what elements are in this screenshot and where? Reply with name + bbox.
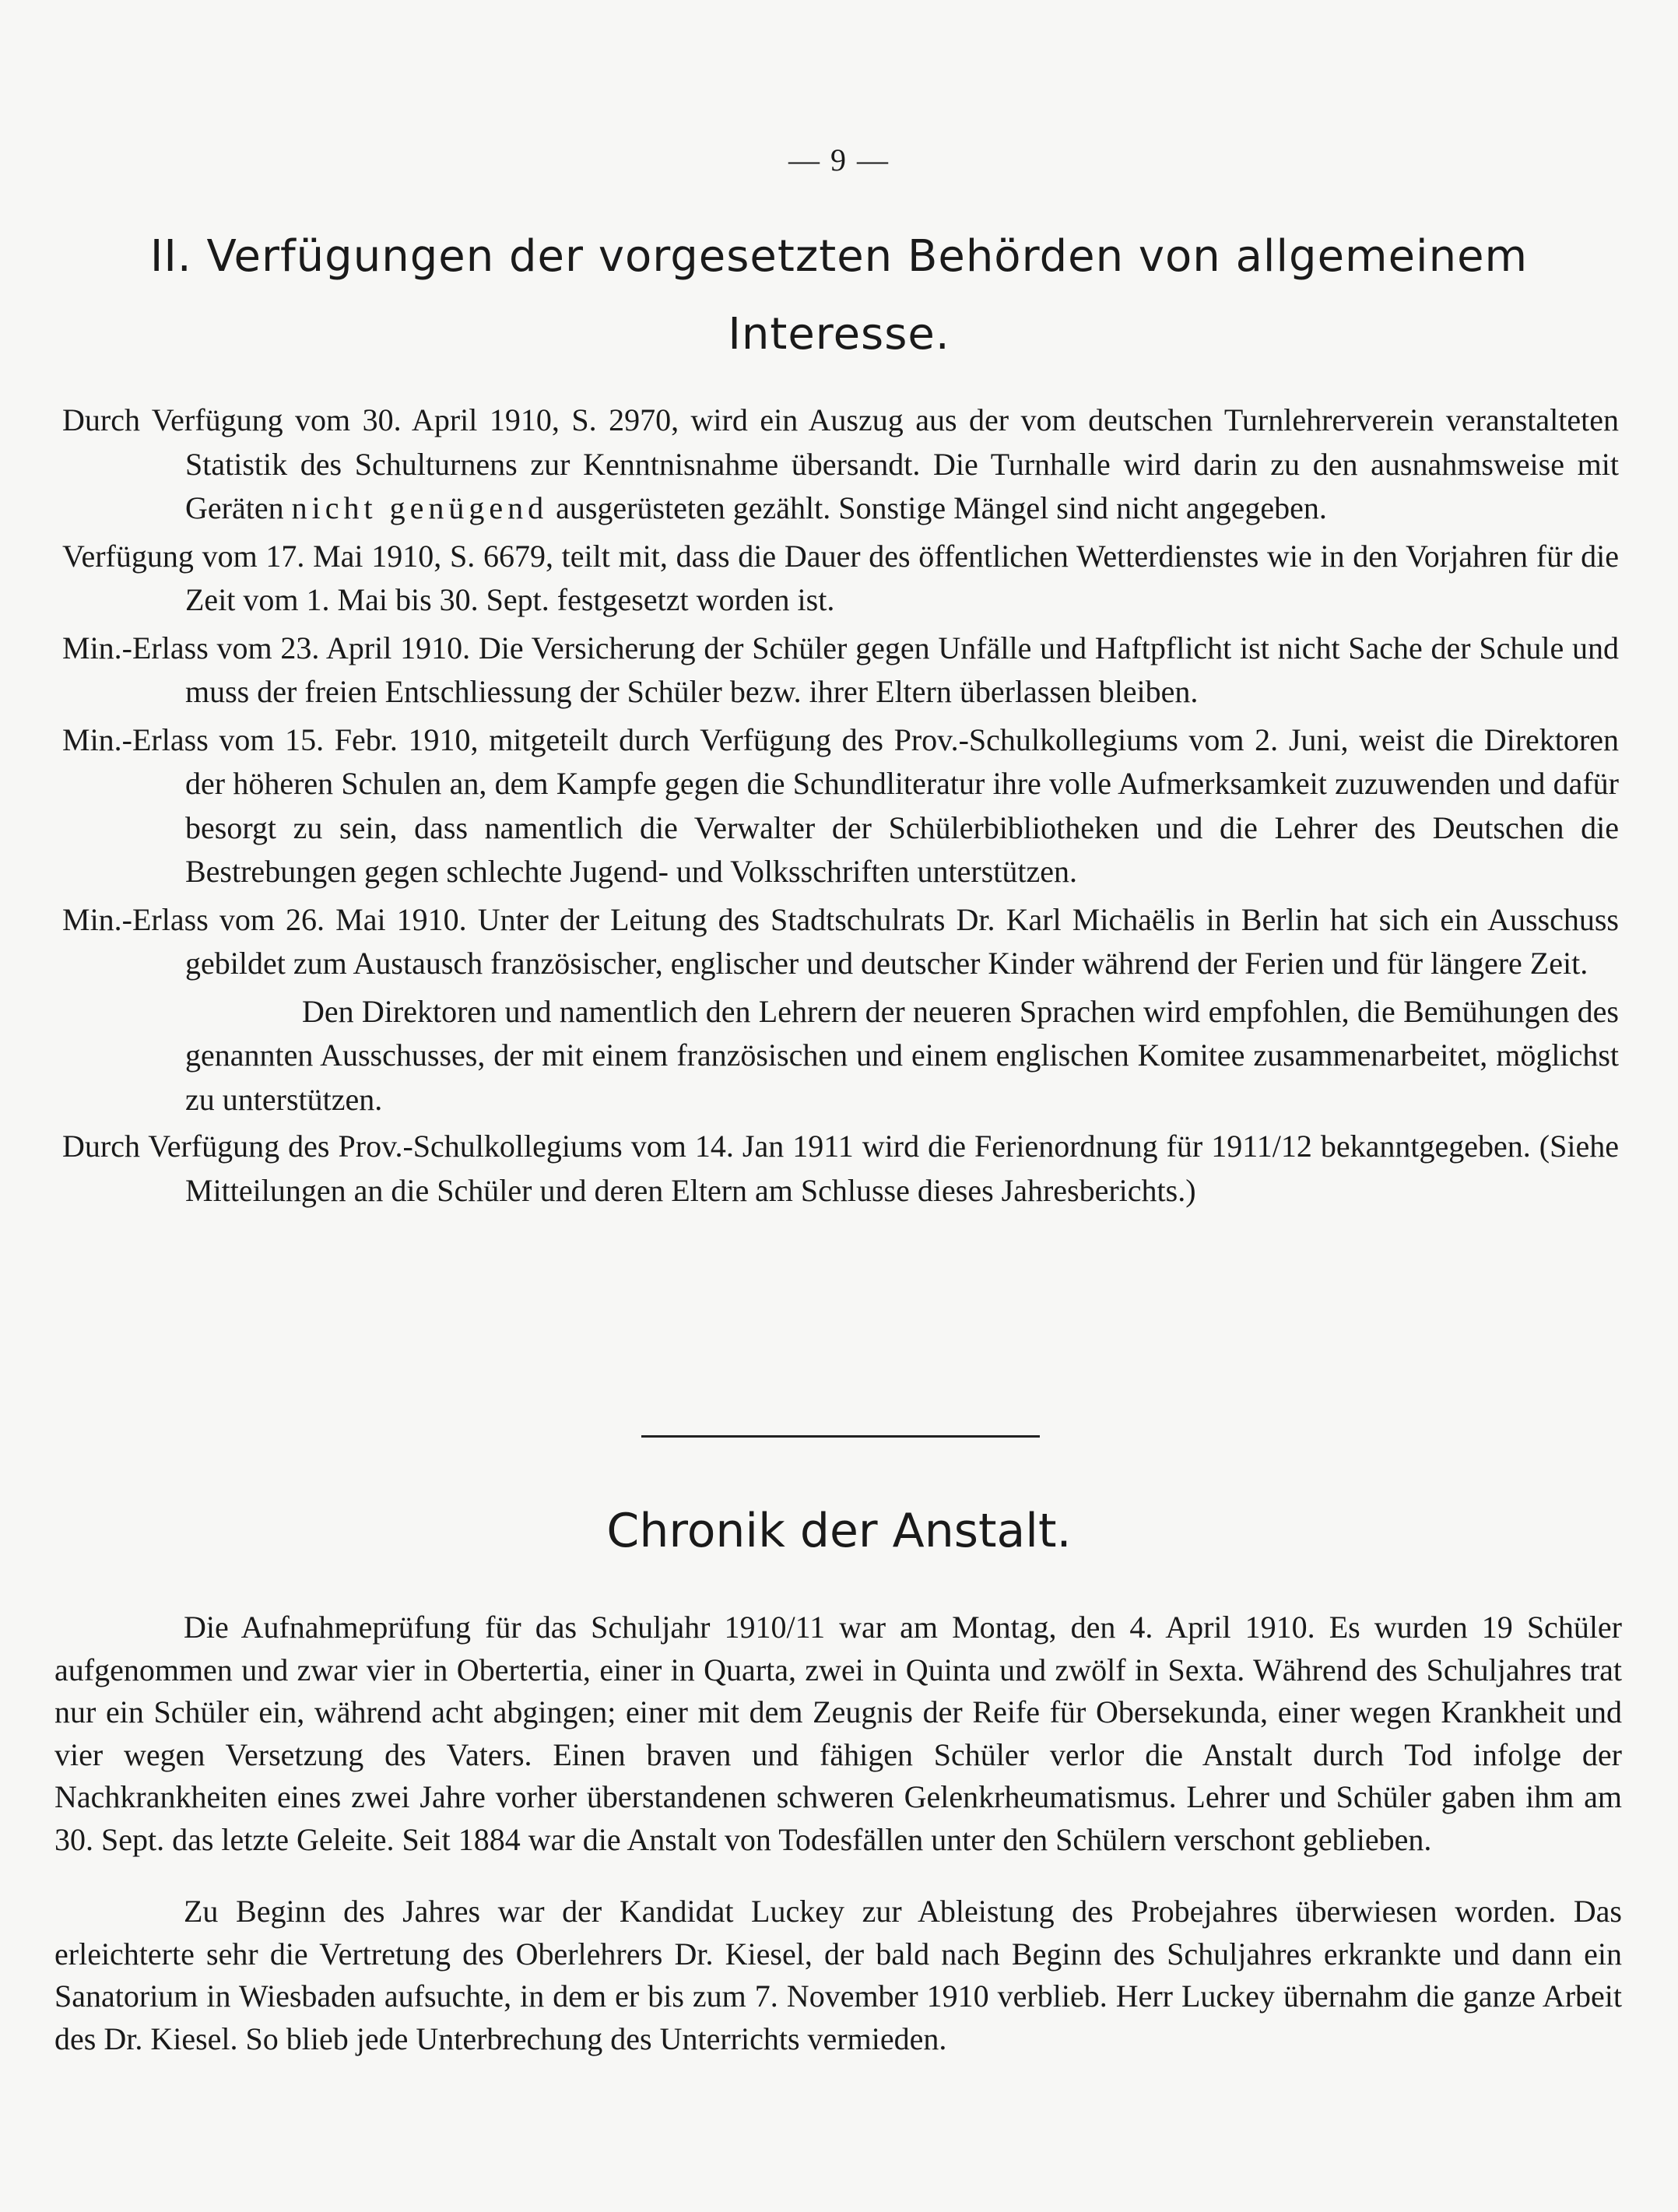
chronik-paragraph: Die Aufnahmeprüfung für das Schuljahr 1910/11 war am Montag, den 4. April 1910. Es wurden 19 Schüler aufgenommen und zwar vier in Obertertia, einer in Quarta, zwei in Quinta und zwölf in Sexta. Während des Schuljahres trat nur ein Schüler ein, während acht abgingen; einer mit dem Zeugnis der Reife für Obersekunda, einer wegen Krankheit und vier wegen Versetzung des Vaters. Einen braven und fähigen Schüler verlor die Anstalt durch Tod infolge der Nachkrankheiten eines zwei Jahre vorher überstandenen schweren Gelenkrheumatismus. Lehrer und Schüler gaben ihm am 30. Sept. das letzte Geleite. Seit 1884 war die Anstalt von Todesfällen unter den Schülern verschont geblieben.	[54, 1610, 1622, 1857]
ordinance-entry: Min.-Erlass vom 23. April 1910. Die Versicherung der Schüler gegen Unfälle und Haftpflicht ist nicht Sache der Schule und muss der freien Entschliessung der Schüler bezw. ihrer Eltern überlassen bleiben.	[62, 630, 1619, 709]
ordinance-entry: Verfügung vom 17. Mai 1910, S. 6679, teilt mit, dass die Dauer des öffentlichen Wetterdienstes wie in den Vorjahren für die Zeit vom 1. Mai bis 30. Sept. festgesetzt worden ist.	[62, 538, 1619, 617]
section-divider	[641, 1435, 1040, 1438]
page-number: — 9 —	[788, 142, 890, 177]
emphasized-text: nicht genügend	[291, 490, 549, 525]
ordinance-text: Durch Verfügung vom 30. April 1910, S. 2970, wird ein Auszug aus der vom deutschen Turnlehrerverein veranstalteten Statistik des Schulturnens zur Kenntnisnahme übersandt. Die Turnhalle wird darin zu den ausnahmsweise mit Geräten	[62, 402, 1619, 525]
ordinance-entry: Min.-Erlass vom 26. Mai 1910. Unter der Leitung des Stadtschulrats Dr. Karl Michaëlis in Berlin hat sich ein Ausschuss gebildet zum Austausch französischer, englischer und deutscher Kinder während der Ferien und für längere Zeit.	[62, 901, 1619, 981]
ordinance-entry: Durch Verfügung des Prov.-Schulkollegiums vom 14. Jan 1911 wird die Ferienordnung für 1911/12 bekanntgegeben. (Siehe Mitteilungen an die Schüler und deren Eltern am Schlusse dieses Jahresberichts.)	[62, 1129, 1619, 1208]
chronik-paragraph: Zu Beginn des Jahres war der Kandidat Luckey zur Ableistung des Probejahres überwiesen worden. Das erleichterte sehr die Vertretung des Oberlehrers Dr. Kiesel, der bald nach Beginn des Schuljahres erkrankte und dann ein Sanatorium in Wiesbaden aufsuchte, in dem er bis zum 7. November 1910 verblieb. Herr Luckey übernahm die ganze Arbeit des Dr. Kiesel. So blieb jede Unterbrechung des Unterrichts vermieden.	[54, 1894, 1622, 2056]
section-title: II. Verfügungen der vorgesetzten Behörden von allgemeinem Interesse.	[149, 231, 1529, 360]
ordinance-continuation: Den Direktoren und namentlich den Lehrern der neueren Sprachen wird empfohlen, die Bemühungen des genannten Ausschusses, der mit einem französischen und einem englischen Komitee zusammenarbeitet, möglichst zu unterstützen.	[185, 993, 1619, 1117]
ordinance-entry: Min.-Erlass vom 15. Febr. 1910, mitgeteilt durch Verfügung des Prov.-Schulkollegiums vom 2. Juni, weist die Direktoren der höheren Schulen an, dem Kampfe gegen die Schundliteratur ihre volle Aufmerksamkeit zuzuwenden und dafür besorgt zu sein, dass namentlich die Verwalter der Schülerbibliotheken und die Lehrer des Deutschen die Bestrebungen gegen schlechte Jugend- und Volksschriften unterstützen.	[62, 722, 1619, 889]
chronik-title: Chronik der Anstalt.	[606, 1504, 1072, 1558]
ordinance-entry	[62, 399, 1619, 531]
ordinances-list	[62, 399, 1619, 1217]
ordinance-text: ausgerüsteten gezählt. Sonstige Mängel sind nicht angegeben.	[556, 490, 1327, 525]
chronik-body	[54, 1606, 1622, 2090]
